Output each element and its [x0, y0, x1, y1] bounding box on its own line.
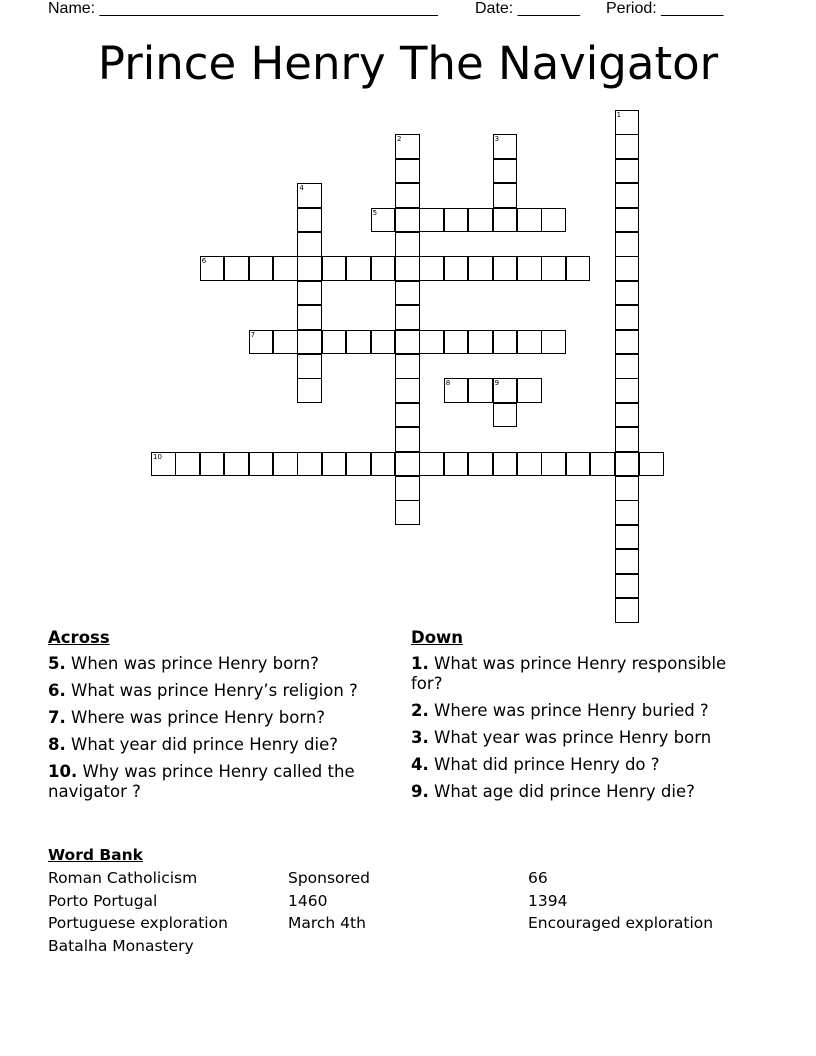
crossword-cell[interactable]: [322, 452, 347, 477]
crossword-cell[interactable]: [615, 476, 640, 501]
clue-number: 4.: [411, 755, 429, 774]
down-clues: [411, 628, 761, 809]
cell-number: 6: [201, 257, 207, 266]
cell-number: 7: [250, 330, 256, 339]
crossword-cell[interactable]: [175, 452, 200, 477]
page-title: Prince Henry The Navigator: [97, 37, 719, 90]
cell-number: 1: [616, 111, 622, 119]
clue-number: 5.: [48, 654, 66, 673]
clue-text: What age did prince Henry die?: [434, 782, 695, 801]
crossword-cell[interactable]: [468, 452, 493, 477]
word-bank-entry: Portuguese exploration: [48, 914, 228, 932]
crossword-cell[interactable]: [297, 330, 322, 355]
crossword-cell[interactable]: [395, 281, 420, 306]
crossword-cell[interactable]: [493, 159, 518, 184]
crossword-cell[interactable]: [541, 256, 566, 281]
clue-text: Where was prince Henry buried ?: [434, 701, 709, 720]
crossword-cell[interactable]: [395, 452, 420, 477]
crossword-cell[interactable]: [395, 134, 420, 159]
crossword-cell[interactable]: [346, 330, 371, 355]
down-clue: [411, 728, 761, 748]
crossword-cell[interactable]: [541, 452, 566, 477]
crossword-cell[interactable]: [493, 256, 518, 281]
crossword-cell[interactable]: [297, 354, 322, 379]
crossword-cell[interactable]: [371, 256, 396, 281]
crossword-cell[interactable]: [615, 427, 640, 452]
crossword-cell[interactable]: [395, 500, 420, 525]
crossword-cell[interactable]: [419, 330, 444, 355]
crossword-cell[interactable]: [322, 330, 347, 355]
crossword-cell[interactable]: [615, 159, 640, 184]
clue-text: When was prince Henry born?: [71, 654, 319, 673]
clue-text: Where was prince Henry born?: [71, 708, 326, 727]
crossword-cell[interactable]: [395, 330, 420, 355]
crossword-cell[interactable]: [493, 183, 518, 208]
across-clue: [48, 708, 394, 728]
word-bank-heading: Word Bank: [48, 846, 143, 864]
crossword-cell[interactable]: [615, 598, 640, 623]
word-bank-entry: Porto Portugal: [48, 891, 158, 910]
word-bank-entry: Batalha Monastery: [48, 936, 194, 955]
crossword-cell[interactable]: [639, 452, 664, 477]
crossword-cell[interactable]: [395, 232, 420, 257]
clue-text: What was prince Henry responsible for?: [411, 654, 727, 693]
crossword-cell[interactable]: [566, 452, 591, 477]
crossword-cell[interactable]: [517, 256, 542, 281]
crossword-cell[interactable]: [151, 452, 176, 477]
crossword-cell[interactable]: [615, 330, 640, 355]
clue-number: 10.: [48, 762, 78, 781]
crossword-cell[interactable]: [346, 256, 371, 281]
across-heading: Across: [48, 628, 110, 647]
date-field-label: Date: _______: [475, 0, 580, 17]
crossword-cell[interactable]: [297, 305, 322, 330]
clue-text: What year was prince Henry born: [434, 728, 712, 747]
period-field-label: Period: _______: [606, 0, 724, 17]
word-bank-entry: Encouraged exploration: [528, 914, 714, 932]
across-clue: [48, 681, 394, 701]
cell-number: 2: [397, 135, 402, 144]
crossword-cell[interactable]: [395, 305, 420, 330]
clue-number: 2.: [411, 701, 429, 720]
clue-text: What was prince Henry’s religion ?: [71, 681, 358, 700]
crossword-cell[interactable]: [444, 330, 469, 355]
crossword-cell[interactable]: [468, 256, 493, 281]
crossword-cell[interactable]: [200, 256, 225, 281]
crossword-cell[interactable]: [615, 183, 640, 208]
crossword-cell[interactable]: [566, 256, 591, 281]
cell-number: 10: [153, 452, 162, 461]
word-bank-entry: Sponsored: [288, 869, 370, 887]
down-clue: [411, 782, 761, 802]
clue-number: 8.: [48, 735, 66, 754]
crossword-cell[interactable]: [590, 452, 615, 477]
crossword-cell[interactable]: [444, 452, 469, 477]
word-bank-entry: March 4th: [288, 914, 366, 932]
crossword-cell[interactable]: [615, 256, 640, 281]
crossword-cell[interactable]: [615, 305, 640, 330]
crossword-cell[interactable]: [297, 378, 322, 403]
cell-number: 4: [299, 184, 304, 193]
crossword-cell[interactable]: [493, 452, 518, 477]
crossword-cell[interactable]: [444, 208, 469, 233]
crossword-cell[interactable]: [297, 281, 322, 306]
crossword-cell[interactable]: [249, 330, 274, 355]
down-clue: [411, 701, 761, 721]
crossword-cell[interactable]: [297, 183, 322, 208]
down-clue: [411, 654, 761, 694]
crossword-cell[interactable]: [395, 354, 420, 379]
crossword-cell[interactable]: [493, 134, 518, 159]
crossword-cell[interactable]: [419, 452, 444, 477]
crossword-cell[interactable]: [615, 354, 640, 379]
crossword-cell[interactable]: [615, 525, 640, 550]
crossword-cell[interactable]: [273, 256, 298, 281]
crossword-cell[interactable]: [419, 208, 444, 233]
word-bank-entry: Roman Catholicism: [48, 869, 198, 887]
crossword-cell[interactable]: [297, 452, 322, 477]
crossword-cell[interactable]: [444, 256, 469, 281]
name-field-label: Name: ______________________________________: [48, 0, 438, 17]
down-clue: [411, 755, 761, 775]
crossword-cell[interactable]: [395, 378, 420, 403]
crossword-cell[interactable]: [468, 378, 493, 403]
down-heading: Down: [411, 628, 464, 647]
across-clue: [48, 735, 394, 755]
across-clue: [48, 762, 394, 802]
crossword-cell[interactable]: [615, 574, 640, 599]
crossword-cell[interactable]: [322, 256, 347, 281]
word-bank-column: [288, 867, 370, 935]
crossword-cell[interactable]: [249, 452, 274, 477]
cell-number: 9: [494, 379, 500, 388]
crossword-cell[interactable]: [297, 208, 322, 233]
crossword-cell[interactable]: [249, 256, 274, 281]
crossword-cell[interactable]: [615, 110, 640, 135]
crossword-cell[interactable]: [615, 281, 640, 306]
cell-number: 5: [372, 208, 378, 217]
crossword-cell[interactable]: [517, 208, 542, 233]
crossword-cell[interactable]: [297, 232, 322, 257]
word-bank: [48, 845, 768, 955]
crossword-cell[interactable]: [224, 452, 249, 477]
clue-number: 9.: [411, 782, 429, 801]
clue-number: 1.: [411, 654, 429, 673]
word-bank-entry: 1460: [288, 891, 328, 910]
word-bank-entry: 66: [528, 869, 548, 887]
across-clue: [48, 654, 394, 674]
word-bank-column: [528, 867, 713, 935]
crossword-cell[interactable]: [517, 452, 542, 477]
crossword-cell[interactable]: [297, 256, 322, 281]
crossword-cell[interactable]: [200, 452, 225, 477]
crossword-cell[interactable]: [493, 378, 518, 403]
crossword-cell[interactable]: [615, 549, 640, 574]
clue-number: 3.: [411, 728, 429, 747]
crossword-cell[interactable]: [615, 134, 640, 159]
crossword-cell[interactable]: [273, 330, 298, 355]
cell-number: 8: [445, 379, 451, 388]
crossword-cell[interactable]: [395, 476, 420, 501]
crossword-cell[interactable]: [371, 208, 396, 233]
clue-text: What year did prince Henry die?: [71, 735, 338, 754]
crossword-cell[interactable]: [615, 208, 640, 233]
clue-text: Why was prince Henry called the navigator ?: [48, 762, 355, 801]
cell-number: 3: [494, 135, 500, 144]
crossword-cell[interactable]: [493, 208, 518, 233]
across-clues: [48, 628, 394, 809]
crossword-cell[interactable]: [615, 403, 640, 428]
crossword-cell[interactable]: [371, 452, 396, 477]
crossword-cell[interactable]: [395, 159, 420, 184]
crossword-cell[interactable]: [541, 330, 566, 355]
crossword-cell[interactable]: [419, 256, 444, 281]
crossword-cell[interactable]: [517, 378, 542, 403]
crossword-cell[interactable]: [468, 208, 493, 233]
crossword-cell[interactable]: [395, 256, 420, 281]
crossword-cell[interactable]: [395, 403, 420, 428]
crossword-cell[interactable]: [493, 330, 518, 355]
crossword-cell[interactable]: [395, 208, 420, 233]
word-bank-entry: 1394: [528, 891, 568, 910]
crossword-cell[interactable]: [615, 232, 640, 257]
crossword-cell[interactable]: [395, 183, 420, 208]
crossword-cell[interactable]: [615, 378, 640, 403]
crossword-cell[interactable]: [517, 330, 542, 355]
clue-text: What did prince Henry do ?: [434, 755, 660, 774]
crossword-cell[interactable]: [615, 452, 640, 477]
crossword-cell[interactable]: [346, 452, 371, 477]
crossword-cell[interactable]: [273, 452, 298, 477]
crossword-cell[interactable]: [395, 427, 420, 452]
word-bank-column: [48, 867, 228, 957]
clue-number: 7.: [48, 708, 66, 727]
crossword-cell[interactable]: [444, 378, 469, 403]
crossword-cell[interactable]: [468, 330, 493, 355]
crossword-cell[interactable]: [615, 500, 640, 525]
crossword-cell[interactable]: [541, 208, 566, 233]
crossword-cell[interactable]: [224, 256, 249, 281]
crossword-cell[interactable]: [371, 330, 396, 355]
crossword-cell[interactable]: [493, 403, 518, 428]
clue-number: 6.: [48, 681, 66, 700]
